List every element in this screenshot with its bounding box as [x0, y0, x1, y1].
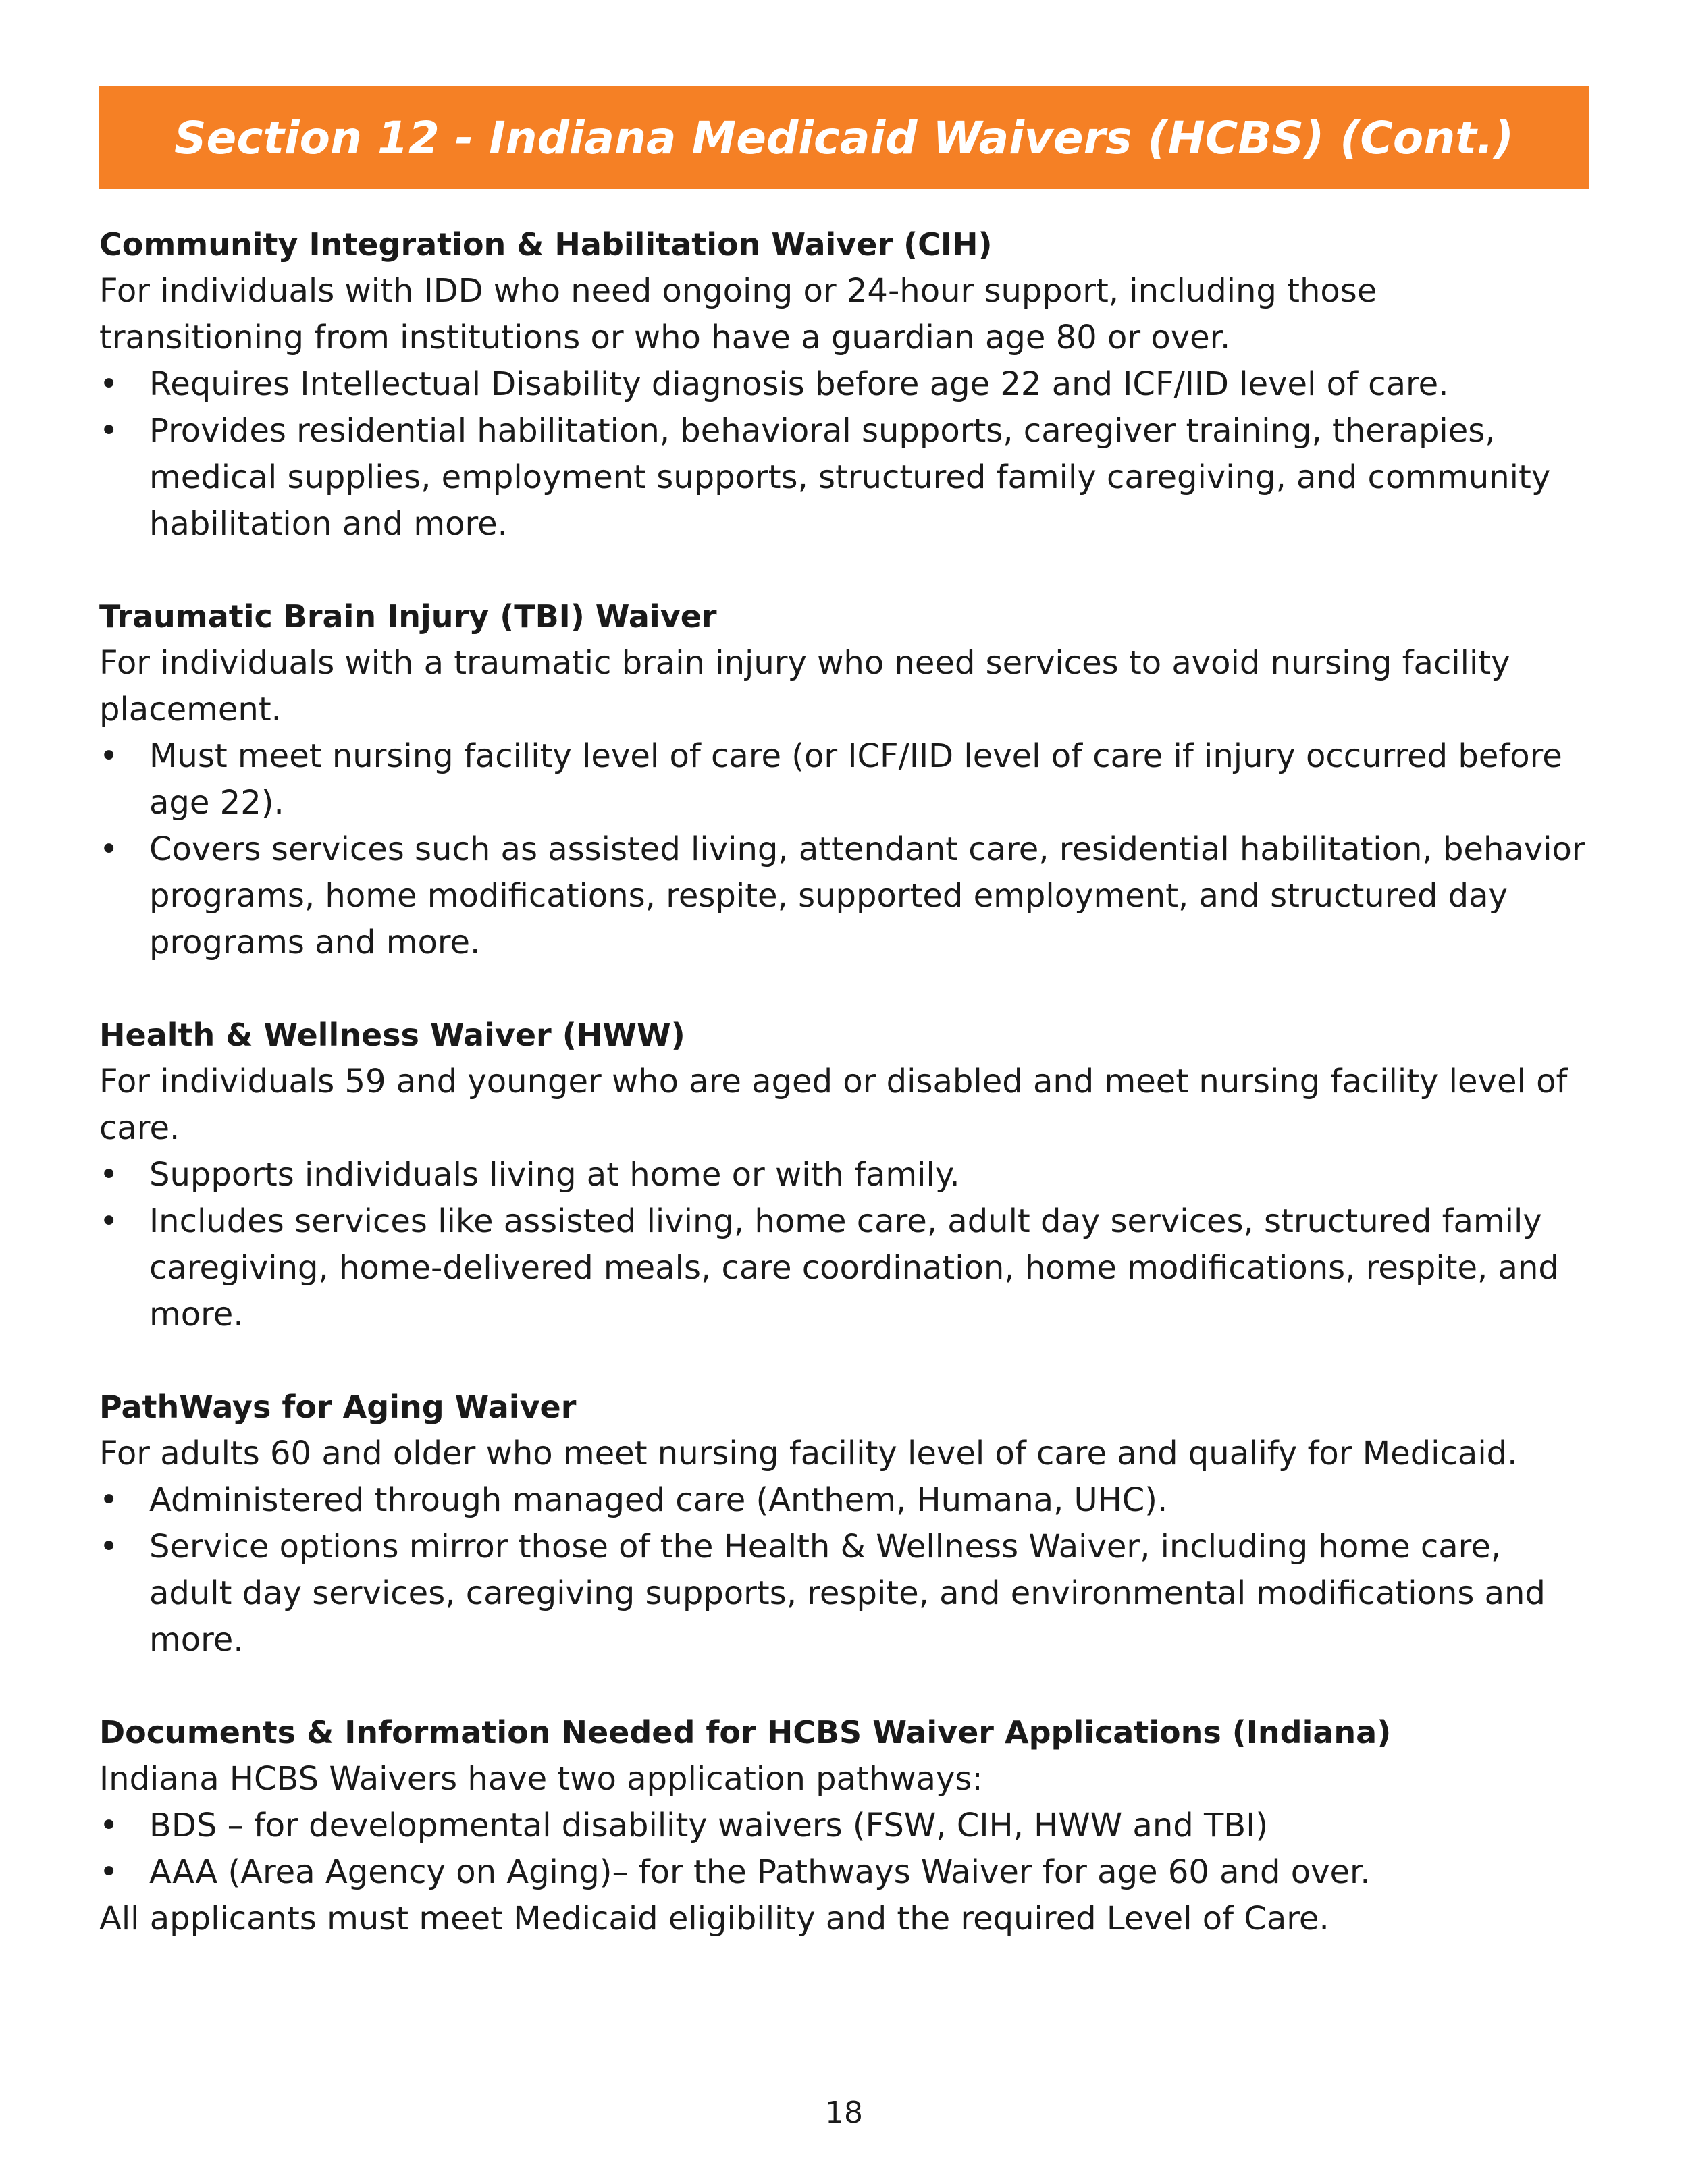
list-item-text: Must meet nursing facility level of care (or ICF/IID level of care if injury occurred before age 22).: [149, 737, 1562, 822]
list-item-text: Service options mirror those of the Health & Wellness Waiver, including home care, adult day services, caregiving supports, respite, and environmental modifications and more.: [149, 1528, 1546, 1659]
section-pathways: [99, 1384, 1589, 1663]
section-intro: For adults 60 and older who meet nursing facility level of care and qualify for Medicaid.: [99, 1435, 1518, 1472]
bullet-icon: •: [99, 830, 119, 868]
bullet-icon: •: [99, 1156, 119, 1194]
bullet-list: [99, 361, 1589, 548]
section-heading: Health & Wellness Waiver (HWW): [99, 1017, 685, 1053]
bullet-icon: •: [99, 737, 119, 775]
list-item-text: Requires Intellectual Disability diagnosis before age 22 and ICF/IID level of care.: [149, 365, 1449, 403]
bullet-list: [99, 1477, 1589, 1663]
list-item: [99, 1477, 1589, 1524]
bullet-icon: •: [99, 1202, 119, 1240]
list-item: [99, 1524, 1589, 1663]
list-item-text: Covers services such as assisted living, attendant care, residential habilitation, behavior programs, home modifications, respite, supported employment, and structured day programs and more.: [149, 830, 1585, 961]
list-item-text: Includes services like assisted living, home care, adult day services, structured family caregiving, home-delivered meals, care coordination, home modifications, respite, and more.: [149, 1202, 1559, 1333]
section-documents: [99, 1709, 1589, 1942]
section-hww: [99, 1012, 1589, 1338]
bullet-list: [99, 733, 1589, 966]
list-item: [99, 1152, 1589, 1198]
section-intro: Indiana HCBS Waivers have two application pathways:: [99, 1760, 983, 1798]
list-item: [99, 1849, 1589, 1896]
bullet-icon: •: [99, 1481, 119, 1519]
section-banner: [99, 86, 1589, 189]
list-item: [99, 361, 1589, 408]
list-item-text: Supports individuals living at home or with family.: [149, 1156, 960, 1194]
bullet-icon: •: [99, 1528, 119, 1566]
list-item: [99, 733, 1589, 826]
list-item-text: Administered through managed care (Anthem, Humana, UHC).: [149, 1481, 1168, 1519]
bullet-list: [99, 1152, 1589, 1338]
bullet-icon: •: [99, 1807, 119, 1844]
section-cih: [99, 221, 1589, 548]
section-tbi: [99, 593, 1589, 966]
list-item: [99, 1198, 1589, 1338]
list-item-text: AAA (Area Agency on Aging)– for the Pathways Waiver for age 60 and over.: [149, 1853, 1371, 1891]
section-intro: For individuals with a traumatic brain injury who need services to avoid nursing facility placement.: [99, 644, 1510, 728]
section-intro: For individuals with IDD who need ongoing or 24-hour support, including those transitioning from institutions or who have a guardian age 80 or over.: [99, 272, 1377, 356]
list-item-text: BDS – for developmental disability waivers (FSW, CIH, HWW and TBI): [149, 1807, 1269, 1844]
bullet-icon: •: [99, 365, 119, 403]
page-content: [99, 221, 1589, 1988]
section-heading: Community Integration & Habilitation Waiver (CIH): [99, 226, 993, 263]
list-item: [99, 826, 1589, 966]
list-item: [99, 1803, 1589, 1849]
bullet-icon: •: [99, 412, 119, 450]
section-heading: PathWays for Aging Waiver: [99, 1389, 577, 1425]
section-heading: Documents & Information Needed for HCBS Waiver Applications (Indiana): [99, 1714, 1392, 1751]
section-intro: For individuals 59 and younger who are aged or disabled and meet nursing facility level of care.: [99, 1063, 1568, 1147]
page-number: 18: [825, 2096, 863, 2130]
section-closing: All applicants must meet Medicaid eligibility and the required Level of Care.: [99, 1900, 1329, 1938]
section-title: Section 12 - Indiana Medicaid Waivers (HCBS) (Cont.): [174, 111, 1514, 164]
bullet-icon: •: [99, 1853, 119, 1891]
bullet-list: [99, 1803, 1589, 1896]
list-item-text: Provides residential habilitation, behavioral supports, caregiver training, therapies, medical supplies, employment supports, structured family caregiving, and community habilitation and more.: [149, 412, 1551, 543]
section-heading: Traumatic Brain Injury (TBI) Waiver: [99, 598, 717, 635]
list-item: [99, 408, 1589, 548]
